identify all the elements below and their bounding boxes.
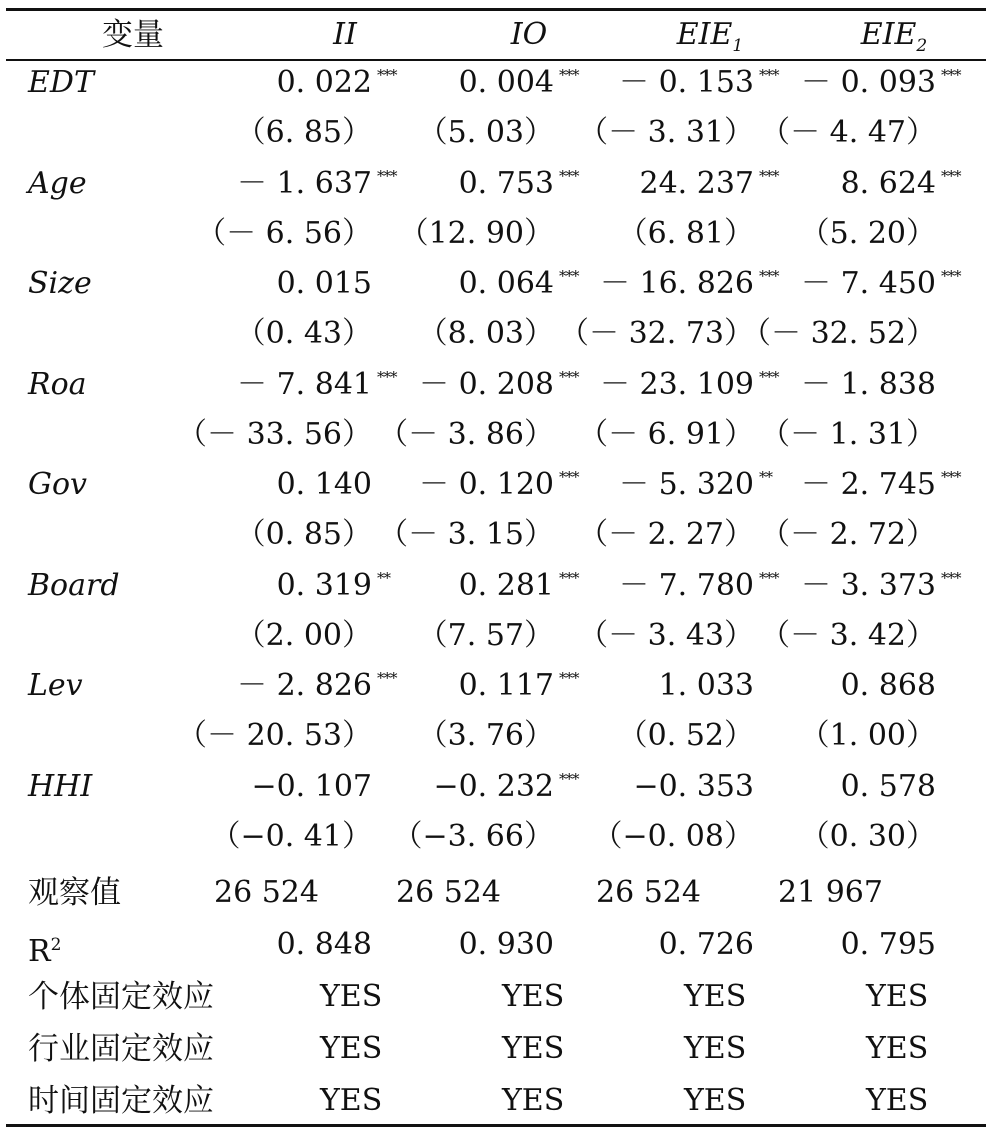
fe-value: YES bbox=[320, 1031, 383, 1066]
t-statistic: （0. 52） bbox=[617, 718, 754, 753]
t-statistic: （8. 03） bbox=[417, 316, 554, 351]
variable-name: Size bbox=[28, 266, 92, 301]
coefficient: 1. 033 bbox=[658, 668, 754, 703]
t-statistic: （0. 85） bbox=[235, 517, 372, 552]
t-statistic: （5. 03） bbox=[417, 115, 554, 150]
t-statistic: （－ 2. 27） bbox=[578, 517, 754, 552]
r-squared-label: $R^2$ bbox=[28, 934, 62, 969]
t-statistic: （−0. 41） bbox=[210, 819, 372, 854]
r-squared-value: 0. 930 bbox=[458, 927, 554, 962]
t-statistic: （3. 76） bbox=[417, 718, 554, 753]
industry-fe-label: 行业固定效应 bbox=[28, 1031, 214, 1067]
fe-value: YES bbox=[502, 1083, 565, 1118]
t-statistic: （－ 32. 52） bbox=[741, 316, 936, 351]
observations-value: 26 524 bbox=[396, 875, 501, 910]
coefficient: － 2. 826 bbox=[237, 668, 372, 703]
significance-stars: *** bbox=[941, 569, 961, 587]
t-statistic: （－ 3. 43） bbox=[578, 618, 754, 653]
variable-name: Board bbox=[28, 568, 120, 603]
t-statistic: （5. 20） bbox=[799, 216, 936, 251]
t-statistic: （－ 2. 72） bbox=[760, 517, 936, 552]
top-rule bbox=[6, 8, 986, 11]
header-variable-label: 变量 bbox=[102, 17, 164, 53]
coefficient: 0. 578 bbox=[840, 769, 936, 804]
fe-value: YES bbox=[866, 1031, 929, 1066]
significance-stars: *** bbox=[559, 66, 579, 84]
fe-value: YES bbox=[684, 1083, 747, 1118]
coefficient: 0. 004 bbox=[458, 65, 554, 100]
coefficient: － 2. 745 bbox=[801, 467, 936, 502]
fe-value: YES bbox=[684, 1031, 747, 1066]
coefficient: −0. 107 bbox=[251, 769, 372, 804]
fe-value: YES bbox=[502, 1031, 565, 1066]
fe-value: YES bbox=[320, 979, 383, 1014]
significance-stars: *** bbox=[377, 368, 397, 386]
observations-label: 观察值 bbox=[28, 875, 121, 911]
coefficient: － 23. 109 bbox=[599, 367, 754, 402]
coefficient: － 0. 208 bbox=[419, 367, 554, 402]
coefficient: 0. 117 bbox=[458, 668, 554, 703]
observations-value: 26 524 bbox=[596, 875, 701, 910]
significance-stars: *** bbox=[377, 669, 397, 687]
coefficient: － 7. 450 bbox=[801, 266, 936, 301]
t-statistic: （0. 30） bbox=[799, 819, 936, 854]
t-statistic: （6. 85） bbox=[235, 115, 372, 150]
significance-stars: *** bbox=[941, 167, 961, 185]
significance-stars: ** bbox=[377, 569, 390, 587]
significance-stars: ** bbox=[759, 468, 772, 486]
t-statistic: （12. 90） bbox=[398, 216, 554, 251]
header-col-eie1: $EIE_1$ bbox=[676, 17, 744, 56]
t-statistic: （－ 20. 53） bbox=[177, 718, 372, 753]
variable-name: Lev bbox=[28, 668, 83, 703]
significance-stars: *** bbox=[559, 167, 579, 185]
t-statistic: （6. 81） bbox=[617, 216, 754, 251]
coefficient: −0. 232 bbox=[433, 769, 554, 804]
r-squared-value: 0. 726 bbox=[658, 927, 754, 962]
r-squared-value: 0. 795 bbox=[840, 927, 936, 962]
individual-fe-label: 个体固定效应 bbox=[28, 979, 214, 1015]
variable-name: Roa bbox=[28, 367, 87, 402]
t-statistic: （－ 6. 91） bbox=[578, 417, 754, 452]
t-statistic: （－ 3. 15） bbox=[378, 517, 554, 552]
coefficient: － 7. 841 bbox=[237, 367, 372, 402]
coefficient: － 0. 153 bbox=[619, 65, 754, 100]
t-statistic: （2. 00） bbox=[235, 618, 372, 653]
fe-value: YES bbox=[320, 1083, 383, 1118]
coefficient: － 0. 120 bbox=[419, 467, 554, 502]
coefficient: － 1. 637 bbox=[237, 166, 372, 201]
time-fe-label: 时间固定效应 bbox=[28, 1083, 214, 1119]
coefficient: 24. 237 bbox=[639, 166, 754, 201]
t-statistic: （−3. 66） bbox=[392, 819, 554, 854]
coefficient: 0. 140 bbox=[276, 467, 372, 502]
header-col-eie2: $EIE_2$ bbox=[860, 17, 928, 56]
significance-stars: *** bbox=[559, 669, 579, 687]
significance-stars: *** bbox=[941, 267, 961, 285]
significance-stars: *** bbox=[759, 267, 779, 285]
significance-stars: *** bbox=[759, 66, 779, 84]
t-statistic: （－ 3. 31） bbox=[578, 115, 754, 150]
coefficient: － 5. 320 bbox=[619, 467, 754, 502]
t-statistic: （－ 33. 56） bbox=[177, 417, 372, 452]
t-statistic: （－ 1. 31） bbox=[760, 417, 936, 452]
t-statistic: （−0. 08） bbox=[592, 819, 754, 854]
t-statistic: （7. 57） bbox=[417, 618, 554, 653]
bottom-rule bbox=[6, 1124, 986, 1127]
coefficient: － 3. 373 bbox=[801, 568, 936, 603]
variable-name: Age bbox=[28, 166, 87, 201]
significance-stars: *** bbox=[559, 267, 579, 285]
variable-name: HHI bbox=[28, 769, 93, 804]
significance-stars: *** bbox=[559, 468, 579, 486]
significance-stars: *** bbox=[559, 368, 579, 386]
header-col-ii: II bbox=[333, 17, 357, 52]
t-statistic: （0. 43） bbox=[235, 316, 372, 351]
t-statistic: （－ 6. 56） bbox=[196, 216, 372, 251]
coefficient: 0. 064 bbox=[458, 266, 554, 301]
coefficient: 0. 868 bbox=[840, 668, 936, 703]
coefficient: 0. 319 bbox=[276, 568, 372, 603]
coefficient: － 7. 780 bbox=[619, 568, 754, 603]
coefficient: 8. 624 bbox=[840, 166, 936, 201]
coefficient: 0. 753 bbox=[458, 166, 554, 201]
significance-stars: *** bbox=[941, 66, 961, 84]
coefficient: −0. 353 bbox=[633, 769, 754, 804]
header-col-io: IO bbox=[510, 17, 548, 52]
variable-name: EDT bbox=[28, 65, 94, 100]
fe-value: YES bbox=[866, 1083, 929, 1118]
fe-value: YES bbox=[684, 979, 747, 1014]
coefficient: 0. 281 bbox=[458, 568, 554, 603]
variable-name: Gov bbox=[28, 467, 87, 502]
t-statistic: （－ 3. 42） bbox=[760, 618, 936, 653]
coefficient: － 1. 838 bbox=[801, 367, 936, 402]
fe-value: YES bbox=[866, 979, 929, 1014]
t-statistic: （1. 00） bbox=[799, 718, 936, 753]
t-statistic: （－ 32. 73） bbox=[559, 316, 754, 351]
significance-stars: *** bbox=[759, 167, 779, 185]
fe-value: YES bbox=[502, 979, 565, 1014]
significance-stars: *** bbox=[559, 569, 579, 587]
significance-stars: *** bbox=[559, 770, 579, 788]
coefficient: 0. 022 bbox=[276, 65, 372, 100]
r-squared-value: 0. 848 bbox=[276, 927, 372, 962]
significance-stars: *** bbox=[377, 167, 397, 185]
observations-value: 26 524 bbox=[214, 875, 319, 910]
observations-value: 21 967 bbox=[778, 875, 883, 910]
significance-stars: *** bbox=[377, 66, 397, 84]
coefficient: － 16. 826 bbox=[599, 266, 754, 301]
significance-stars: *** bbox=[759, 368, 779, 386]
t-statistic: （－ 4. 47） bbox=[760, 115, 936, 150]
significance-stars: *** bbox=[759, 569, 779, 587]
significance-stars: *** bbox=[941, 468, 961, 486]
t-statistic: （－ 3. 86） bbox=[378, 417, 554, 452]
coefficient: － 0. 093 bbox=[801, 65, 936, 100]
coefficient: 0. 015 bbox=[276, 266, 372, 301]
